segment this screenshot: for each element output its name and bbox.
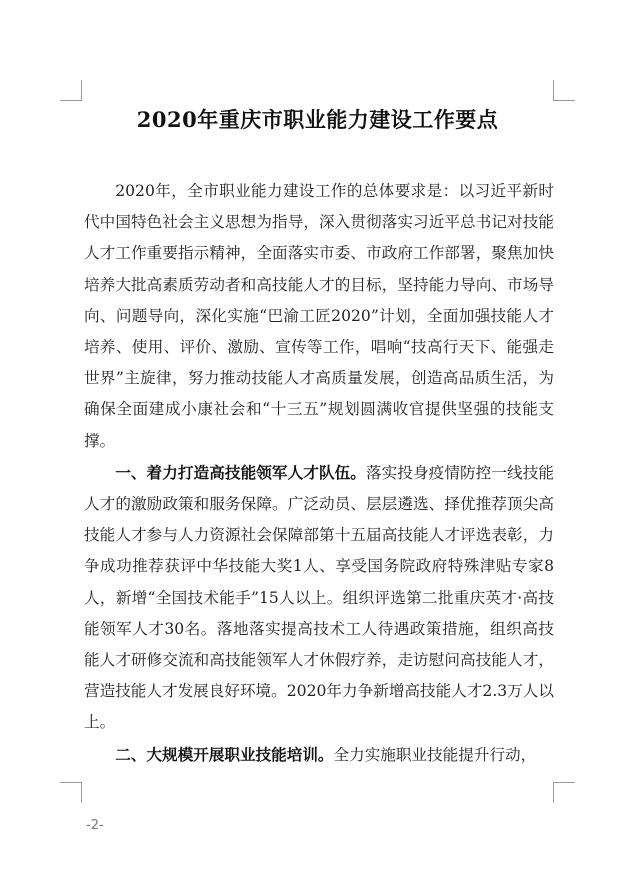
crop-mark-top-left: [60, 80, 82, 101]
paragraph-heading: 一、着力打造高技能领军人才队伍。: [115, 462, 366, 482]
document-title: 2020年重庆市职业能力建设工作要点: [136, 107, 499, 132]
crop-mark-top-right: [553, 80, 575, 101]
paragraph-text: 全力实施职业技能提升行动，: [333, 745, 537, 764]
paragraph-intro: [84, 175, 554, 457]
paragraph-text: 2020年，全市职业能力建设工作的总体要求是：以习近平新时代中国特色社会主义思想为指导，深入贯彻落实习近平总书记对技能人才工作重要指示精神，全面落实市委、市政府工作部署，聚焦加快培养大批高素质劳动者和高技能人才的目标，坚持能力导向、市场导向、问题导向，深化实施“巴渝工匠2020”计划，全面加强技能人才培养、使用、评价、激励、宣传等工作，唱响“技高行天下、能强走世界”主旋律，努力推动技能人才高质量发展，创造高品质生活，为确保全面建成小康社会和“十三五”规划圆满收官提供坚强的技能支撑。: [84, 182, 554, 450]
document-body: [84, 175, 554, 771]
paragraph-text: 落实投身疫情防控一线技能人才的激励政策和服务保障。广泛动员、层层遴选、择优推荐顶尖高技能人才参与人力资源社会保障部第十五届高技能人才评选表彰，力争成功推荐获评中华技能大奖1人、享受国务院政府特殊津贴专家8人，新增“全国技术能手”15人以上。组织评选第二批重庆英才·高技能领军人才30名。落地落实提高技术工人待遇政策措施，组织高技能人才研修交流和高技能领军人才休假疗养，走访慰问高技能人才，营造技能人才发展良好环境。2020年力争新增高技能人才2.3万人以上。: [84, 463, 554, 732]
page-number: -2-: [86, 818, 104, 833]
crop-mark-bottom-left: [60, 782, 82, 803]
paragraph-section-1: [84, 457, 554, 739]
paragraph-heading: 二、大规模开展职业技能培训。: [115, 744, 334, 764]
crop-mark-bottom-right: [553, 782, 575, 803]
paragraph-section-2: [84, 739, 554, 771]
